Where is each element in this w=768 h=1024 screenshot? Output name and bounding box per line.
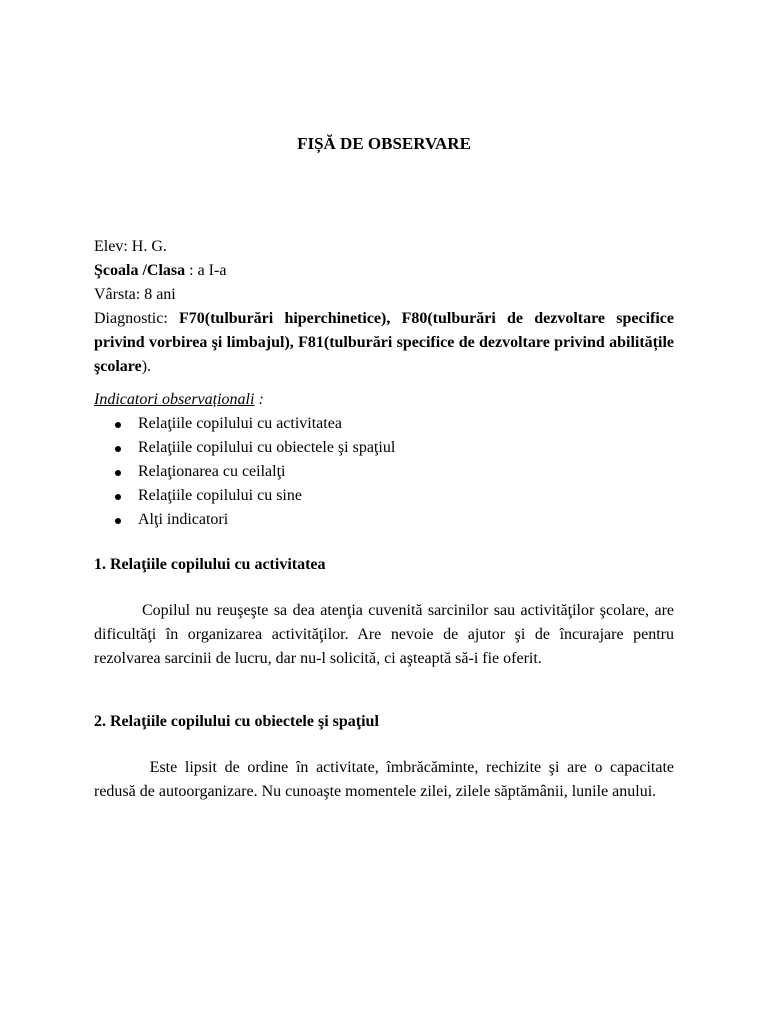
diagnostic-tail: ).	[141, 358, 152, 375]
section-heading-activity: 1. Relaţiile copilului cu activitatea	[94, 556, 326, 573]
bullet-icon	[115, 470, 121, 476]
list-item	[94, 508, 395, 532]
indicators-list	[94, 412, 395, 532]
age-value: 8 ani	[144, 286, 176, 303]
indicators-title-suffix: :	[254, 391, 264, 408]
diagnostic-label: Diagnostic:	[94, 310, 179, 327]
bullet-icon	[115, 494, 121, 500]
school-class-line	[94, 259, 674, 283]
list-item	[94, 436, 395, 460]
section-paragraph-objects-space	[94, 756, 674, 804]
student-value: H. G.	[131, 238, 167, 255]
list-item	[94, 412, 395, 436]
section-heading-objects-space: 2. Relaţiile copilului cu obiectele şi spaţiul	[94, 713, 379, 730]
indicators-title	[94, 389, 264, 411]
section-paragraph-text: Este lipsit de ordine în activitate, îmbrăcăminte, rechizite şi are o capacitate redusă de autoorganizare. Nu cunoaşte momentele zilei, zilele săptămânii, lunile anului.	[94, 759, 674, 800]
list-item-text: Relaţiile copilului cu activitatea	[138, 415, 342, 432]
bullet-icon	[115, 446, 121, 452]
diagnostic-line	[94, 307, 674, 379]
student-label: Elev:	[94, 238, 132, 255]
list-item	[94, 484, 395, 508]
bullet-icon	[115, 422, 121, 428]
school-class-value: : a I-a	[185, 262, 227, 279]
list-item-text: Relaţionarea cu ceilalţi	[138, 463, 286, 480]
list-item-text: Relaţiile copilului cu obiectele şi spaţiul	[138, 439, 396, 456]
document-title: FIȘĂ DE OBSERVARE	[297, 134, 471, 153]
student-info	[94, 235, 674, 379]
section-paragraph-activity	[94, 599, 674, 671]
school-class-label: Şcoala /Clasa	[94, 262, 186, 279]
indicators-title-text: Indicatori observaționali	[94, 391, 255, 408]
age-label: Vârsta:	[94, 286, 145, 303]
bullet-icon	[115, 518, 121, 524]
student-line	[94, 235, 674, 259]
list-item-text: Relaţiile copilului cu sine	[138, 487, 302, 504]
list-item-text: Alţi indicatori	[138, 511, 229, 528]
section-paragraph-text: Copilul nu reuşeşte sa dea atenţia cuvenită sarcinilor sau activităţilor şcolare, are dificultăţi în organizarea activităţilor. Are nevoie de ajutor şi de încurajare pentru rezolvarea sarcinii de lucru, dar nu-l solicită, ci aşteaptă să-i fie oferit.	[94, 602, 674, 667]
list-item	[94, 460, 395, 484]
diagnostic-value: F70(tulburări hiperchinetice), F80(tulburări de dezvoltare specifice privind vorbirea şi limbajul), F81(tulburări specifice de dezvoltare privind abilitățile şcolare	[94, 310, 675, 375]
age-line	[94, 283, 674, 307]
